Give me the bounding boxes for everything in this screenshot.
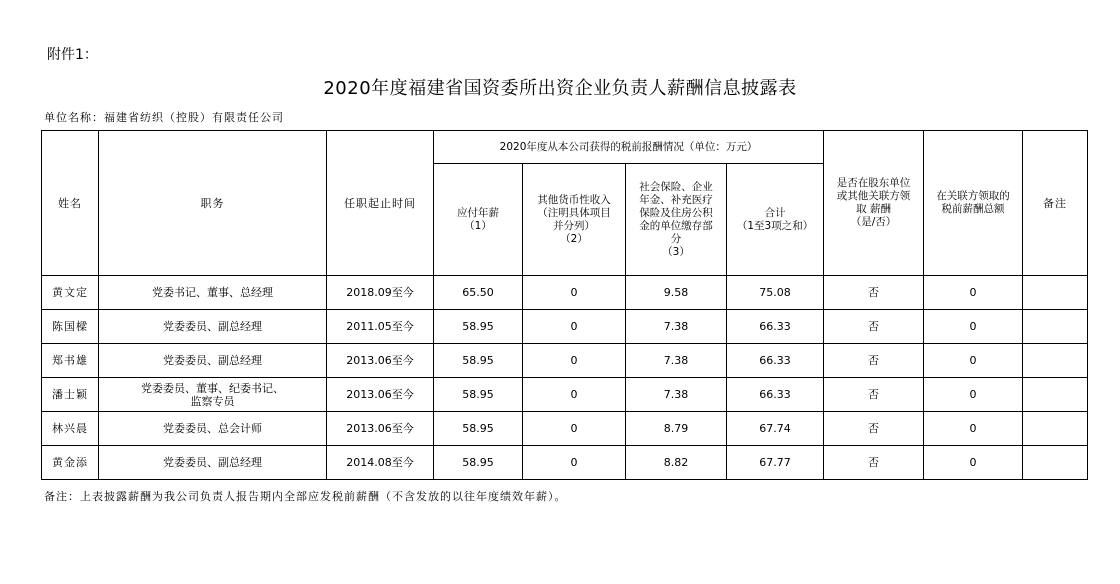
cell-pay: 58.95 bbox=[434, 310, 523, 344]
cell-related: 否 bbox=[824, 344, 924, 378]
col-header-related-pay: 在关联方领取的 税前薪酬总额 bbox=[924, 131, 1023, 276]
cell-pay: 58.95 bbox=[434, 378, 523, 412]
cell-related: 否 bbox=[824, 378, 924, 412]
cell-other: 0 bbox=[523, 412, 626, 446]
cell-term: 2013.06至今 bbox=[327, 412, 434, 446]
table-row bbox=[42, 276, 1088, 310]
cell-related: 否 bbox=[824, 412, 924, 446]
cell-related: 否 bbox=[824, 446, 924, 480]
table-row bbox=[42, 378, 1088, 412]
col-header-group: 2020年度从本公司获得的税前报酬情况（单位：万元） bbox=[434, 131, 824, 164]
cell-remark bbox=[1023, 446, 1088, 480]
col-header-other-income: 其他货币性收入 （注明具体项目 并分列） （2） bbox=[523, 164, 626, 276]
cell-position: 党委委员、总会计师 bbox=[99, 412, 327, 446]
cell-pay: 58.95 bbox=[434, 344, 523, 378]
col-header-remark: 备注 bbox=[1023, 131, 1088, 276]
cell-related-pay: 0 bbox=[924, 412, 1023, 446]
table-row bbox=[42, 446, 1088, 480]
cell-total: 66.33 bbox=[727, 310, 824, 344]
cell-related-pay: 0 bbox=[924, 378, 1023, 412]
col-header-related-party: 是否在股东单位 或其他关联方领 取 薪酬 （是/否） bbox=[824, 131, 924, 276]
cell-position: 党委委员、副总经理 bbox=[99, 310, 327, 344]
table-row bbox=[42, 344, 1088, 378]
cell-term: 2011.05至今 bbox=[327, 310, 434, 344]
col-header-position: 职务 bbox=[99, 131, 327, 276]
cell-remark bbox=[1023, 378, 1088, 412]
cell-name: 潘士颖 bbox=[42, 378, 99, 412]
cell-insurance: 9.58 bbox=[626, 276, 727, 310]
cell-pay: 65.50 bbox=[434, 276, 523, 310]
cell-name: 陈国樑 bbox=[42, 310, 99, 344]
cell-other: 0 bbox=[523, 276, 626, 310]
cell-total: 67.77 bbox=[727, 446, 824, 480]
cell-name: 林兴晨 bbox=[42, 412, 99, 446]
cell-other: 0 bbox=[523, 446, 626, 480]
cell-remark bbox=[1023, 310, 1088, 344]
cell-term: 2013.06至今 bbox=[327, 378, 434, 412]
cell-term: 2013.06至今 bbox=[327, 344, 434, 378]
cell-insurance: 7.38 bbox=[626, 344, 727, 378]
cell-remark bbox=[1023, 276, 1088, 310]
cell-pay: 58.95 bbox=[434, 412, 523, 446]
cell-insurance: 8.79 bbox=[626, 412, 727, 446]
cell-total: 66.33 bbox=[727, 344, 824, 378]
table-row bbox=[42, 310, 1088, 344]
unit-name: 单位名称：福建省纺织（控股）有限责任公司 bbox=[44, 111, 284, 124]
footer-note: 备注：上表披露薪酬为我公司负责人报告期内全部应发税前薪酬（不含发放的以往年度绩效年薪）。 bbox=[44, 490, 567, 503]
cell-other: 0 bbox=[523, 310, 626, 344]
cell-position: 党委委员、董事、纪委书记、 监察专员 bbox=[99, 378, 327, 412]
cell-related-pay: 0 bbox=[924, 276, 1023, 310]
cell-name: 黄金添 bbox=[42, 446, 99, 480]
cell-total: 66.33 bbox=[727, 378, 824, 412]
cell-term: 2018.09至今 bbox=[327, 276, 434, 310]
salary-table bbox=[41, 130, 1088, 480]
col-header-term: 任职起止时间 bbox=[327, 131, 434, 276]
cell-other: 0 bbox=[523, 344, 626, 378]
cell-other: 0 bbox=[523, 378, 626, 412]
cell-related-pay: 0 bbox=[924, 344, 1023, 378]
cell-pay: 58.95 bbox=[434, 446, 523, 480]
cell-related: 否 bbox=[824, 310, 924, 344]
col-header-name: 姓名 bbox=[42, 131, 99, 276]
cell-remark bbox=[1023, 412, 1088, 446]
table-row bbox=[42, 412, 1088, 446]
attachment-label: 附件1： bbox=[47, 47, 98, 63]
cell-total: 67.74 bbox=[727, 412, 824, 446]
cell-remark bbox=[1023, 344, 1088, 378]
cell-position: 党委委员、副总经理 bbox=[99, 446, 327, 480]
col-header-pay: 应付年薪 （1） bbox=[434, 164, 523, 276]
cell-insurance: 7.38 bbox=[626, 378, 727, 412]
cell-insurance: 8.82 bbox=[626, 446, 727, 480]
cell-position: 党委委员、副总经理 bbox=[99, 344, 327, 378]
cell-related: 否 bbox=[824, 276, 924, 310]
cell-insurance: 7.38 bbox=[626, 310, 727, 344]
col-header-total: 合计 （1至3项之和） bbox=[727, 164, 824, 276]
cell-position: 党委书记、董事、总经理 bbox=[99, 276, 327, 310]
header-row-1 bbox=[42, 131, 1088, 164]
cell-related-pay: 0 bbox=[924, 310, 1023, 344]
cell-term: 2014.08至今 bbox=[327, 446, 434, 480]
col-header-insurance: 社会保险、企业 年金、补充医疗 保险及住房公积 金的单位缴存部 分 （3） bbox=[626, 164, 727, 276]
cell-related-pay: 0 bbox=[924, 446, 1023, 480]
cell-name: 郑书雄 bbox=[42, 344, 99, 378]
cell-total: 75.08 bbox=[727, 276, 824, 310]
cell-name: 黄文定 bbox=[42, 276, 99, 310]
page-title: 2020年度福建省国资委所出资企业负责人薪酬信息披露表 bbox=[323, 78, 797, 99]
